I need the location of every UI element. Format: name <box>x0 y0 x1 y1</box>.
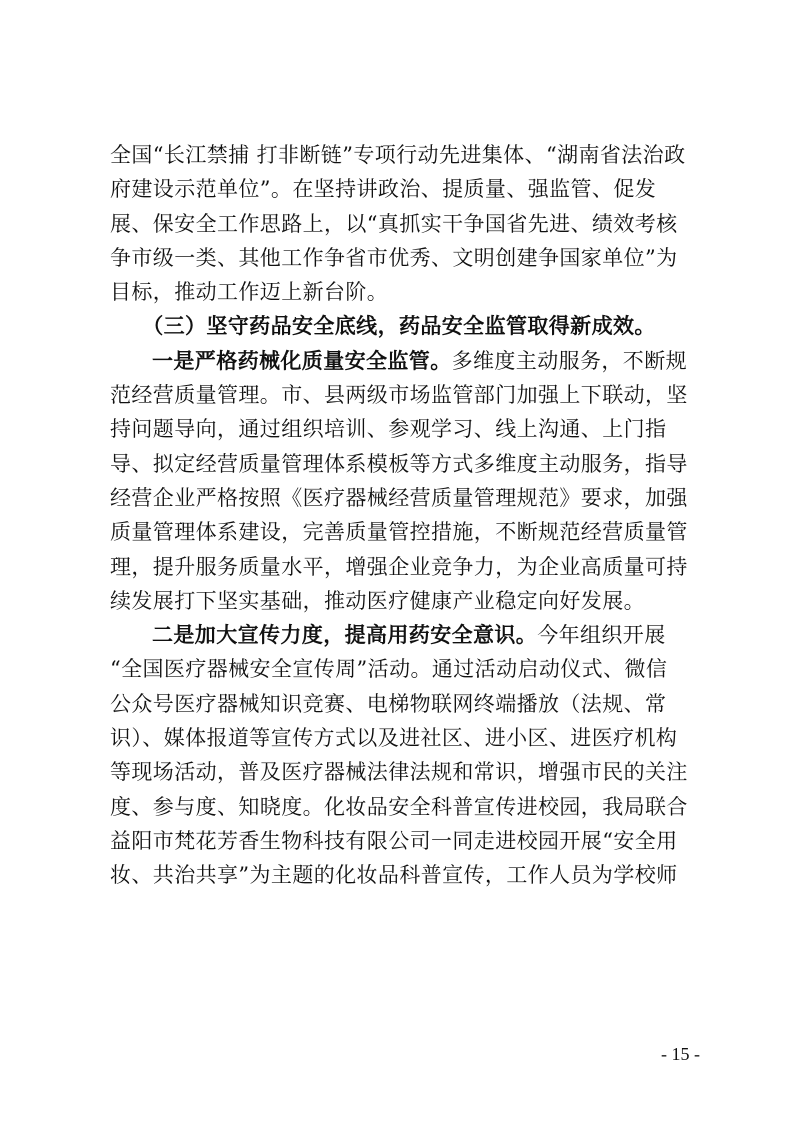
text-line: 目标，推动工作迈上新台阶。 <box>110 280 389 305</box>
text-line: 导、拟定经营质量管理体系模板等方式多维度主动服务，指导 <box>110 451 688 476</box>
paragraph-text: 多维度主动服务，不断规 <box>451 348 688 373</box>
paragraph-first-line <box>110 344 688 378</box>
text-line: 持问题导向，通过组织培训、参观学习、线上沟通、上门指 <box>110 417 667 442</box>
text-line: 益阳市梵花芳香生物科技有限公司一同走进校园开展“安全用 <box>110 828 678 853</box>
text-line: 范经营质量管理。市、县两级市场监管部门加强上下联动，坚 <box>110 383 688 408</box>
section-heading: （三）坚守药品安全底线，药品安全监管取得新成效。 <box>142 313 656 339</box>
text-line: “全国医疗器械安全宣传周”活动。通过活动启动仪式、微信 <box>110 657 668 682</box>
text-line: 争市级一类、其他工作争省市优秀、文明创建争国家单位”为 <box>110 245 678 270</box>
text-line: 展、保安全工作思路上，以“真抓实干争国省先进、绩效考核 <box>110 211 678 236</box>
document-body <box>110 138 688 893</box>
text-line: 府建设示范单位”。在坚持讲政治、提质量、强监管、促发 <box>110 177 657 202</box>
text-line: 质量管理体系建设，完善质量管控措施，不断规范经营质量管 <box>110 520 688 545</box>
paragraph-text: 今年组织开展 <box>537 623 666 648</box>
paragraph-lead: 二是加大宣传力度，提高用药安全意识。 <box>152 622 538 648</box>
text-line: 续发展打下坚实基础，推动医疗健康产业稳定向好发展。 <box>110 588 645 613</box>
paragraph-first-line <box>110 618 688 652</box>
page-number: - 15 - <box>661 1044 700 1064</box>
text-line: 公众号医疗器械知识竞赛、电梯物联网终端播放（法规、常 <box>110 691 667 716</box>
paragraph-lead: 一是严格药械化质量安全监管。 <box>152 347 452 373</box>
text-line: 妆、共治共享”为主题的化妆品科普宣传，工作人员为学校师 <box>110 863 678 888</box>
text-line: 等现场活动，普及医疗器械法律法规和常识，增强市民的关注 <box>110 760 688 785</box>
text-line: 经营企业严格按照《医疗器械经营质量管理规范》要求，加强 <box>110 485 688 510</box>
text-line: 识）、媒体报道等宣传方式以及进社区、进小区、进医疗机构 <box>110 726 678 751</box>
text-line: 全国“长江禁捕 打非断链”专项行动先进集体、“湖南省法治政 <box>110 143 686 167</box>
text-line: 理，提升服务质量水平，增强企业竞争力，为企业高质量可持 <box>110 554 688 579</box>
text-line: 度、参与度、知晓度。化妆品安全科普宣传进校园，我局联合 <box>110 794 688 819</box>
